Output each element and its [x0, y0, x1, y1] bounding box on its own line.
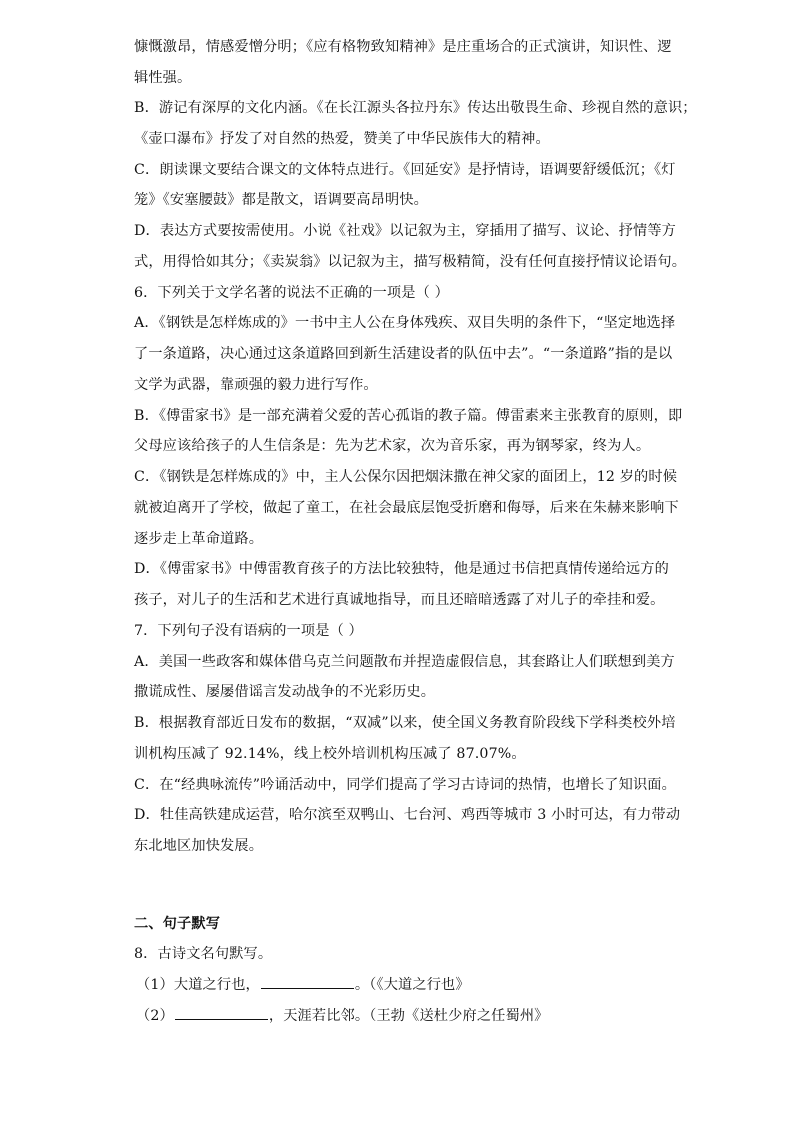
- q8-item-1-prefix: （1）大道之行也，: [136, 977, 260, 993]
- q7-option-b-line-2: 训机构压减了 92.14%，线上校外培训机构压减了 87.07%。: [134, 746, 526, 762]
- q5-option-c-line-1: C．朗读课文要结合课文的文体特点进行。《回延安》是抒情诗，语调要舒缓低沉；《灯: [134, 162, 676, 178]
- q8-item-2: [136, 1007, 666, 1025]
- q8-item-2-prefix: （2）: [136, 1008, 174, 1024]
- q6-option-d-line-1: D．《傅雷家书》中傅雷教育孩子的方法比较独特，他是通过书信把真情传递给远方的: [134, 561, 669, 577]
- q7-option-d-line-2: 东北地区加快发展。: [134, 838, 264, 854]
- q6-option-d-line-2: 孩子，对儿子的生活和艺术进行真诚地指导，而且还暗暗透露了对儿子的牵挂和爱。: [134, 592, 665, 608]
- q5-option-a-continued-2: 辑性强。: [134, 70, 192, 86]
- q5-option-c-line-2: 笼》《安塞腰鼓》都是散文，语调要高昂明快。: [134, 192, 428, 208]
- q5-option-d-line-1: D．表达方式要按需使用。小说《社戏》以记叙为主，穿插用了描写、议论、抒情等方: [134, 223, 677, 239]
- q6-option-c-line-3: 逐步走上革命道路。: [134, 531, 264, 547]
- q7-option-a-line-1: A．美国一些政客和媒体借乌克兰问题散布并捏造虚假信息，其套路让人们联想到美方: [134, 654, 675, 670]
- q6-option-a-line-1: A．《钢铁是怎样炼成的》一书中主人公在身体残疾、双目失明的条件下，“坚定地选择: [134, 315, 676, 331]
- q7-option-a-line-2: 撒谎成性、屡屡借谣言发动战争的不光彩历史。: [134, 684, 436, 700]
- q8-item-2-answer-blank[interactable]: [175, 1007, 268, 1020]
- q7-stem: 7．下列句子没有语病的一项是（ ）: [134, 623, 363, 639]
- q5-option-b-line-1: B．游记有深厚的文化内涵。《在长江源头各拉丹东》传达出敬畏生命、珍视自然的意识；: [134, 100, 697, 116]
- q7-option-b-line-1: B．根据教育部近日发布的数据，“双减”以来，使全国义务教育阶段线下学科类校外培: [134, 715, 676, 731]
- q6-option-c-line-1: C．《钢铁是怎样炼成的》中，主人公保尔因把烟沫撒在神父家的面团上，12 岁的时候: [134, 469, 678, 485]
- q7-option-c-line-1: C．在“经典咏流传”吟诵活动中，同学们提高了学习古诗词的热情，也增长了知识面。: [134, 777, 676, 793]
- q5-option-a-continued: 慷慨激昂，情感爱憎分明；《应有格物致知精神》是庄重场合的正式演讲，知识性、逻: [134, 39, 672, 55]
- q6-stem: 6．下列关于文学名著的说法不正确的一项是（ ）: [134, 285, 449, 301]
- q6-option-a-line-2: 了一条道路，决心通过这条道路回到新生活建设者的队伍中去”。“一条道路”指的是以: [134, 346, 673, 362]
- q6-option-a-line-3: 文学为武器，靠顽强的毅力进行写作。: [134, 377, 378, 393]
- q8-item-1: [136, 976, 666, 994]
- q8-item-2-suffix: ，天涯若比邻。（王勃《送杜少府之任蜀州》: [268, 1008, 549, 1024]
- q8-item-1-suffix: 。（《大道之行也》: [354, 977, 470, 993]
- q6-option-b-line-1: B．《傅雷家书》是一部充满着父爱的苦心孤诣的教子篇。傅雷素来主张教育的原则，即: [134, 408, 683, 424]
- q8-item-1-answer-blank[interactable]: [261, 976, 354, 989]
- q5-option-b-line-2: 《壶口瀑布》抒发了对自然的热爱，赞美了中华民族伟大的精神。: [134, 131, 550, 147]
- q7-option-d-line-1: D．牡佳高铁建成运营，哈尔滨至双鸭山、七台河、鸡西等城市 3 小时可达，有力带动: [134, 807, 681, 823]
- q5-option-d-line-2: 式，用得恰如其分；《卖炭翁》以记叙为主，描写极精简，没有任何直接抒情议论语句。: [134, 254, 687, 270]
- q6-option-c-line-2: 就被迫离开了学校，做起了童工，在社会最底层饱受折磨和侮辱，后来在朱赫来影响下: [134, 500, 679, 516]
- section-title: 二、句子默写: [134, 916, 221, 932]
- q6-option-b-line-2: 父母应该给孩子的人生信条是：先为艺术家，次为音乐家，再为钢琴家，终为人。: [134, 438, 651, 454]
- q8-stem: 8．古诗文名句默写。: [134, 946, 273, 962]
